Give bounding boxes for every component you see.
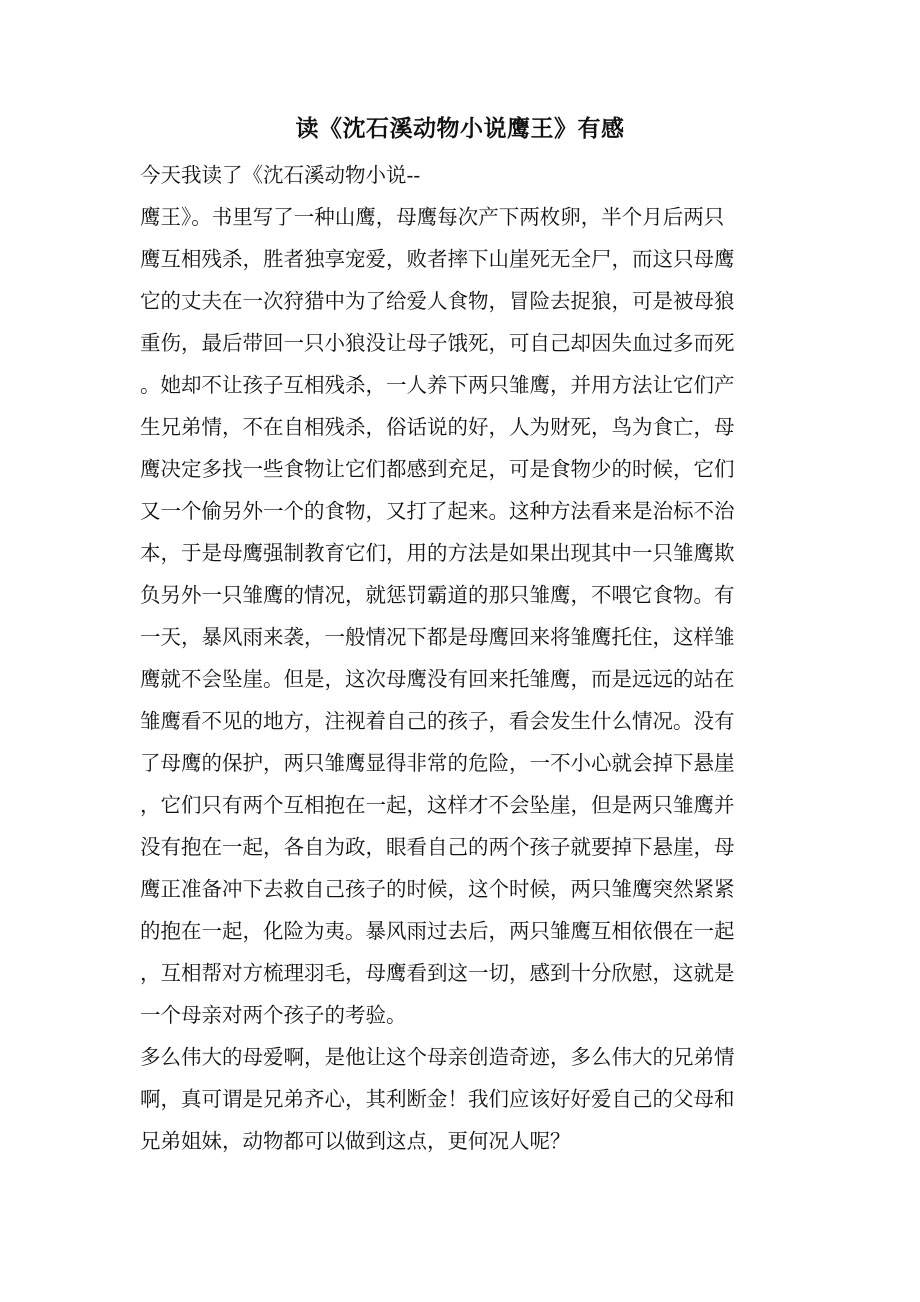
text-line: 雏鹰看不见的地方，注视着自己的孩子，看会发生什么情况。没有 — [140, 709, 735, 733]
text-line: 鹰就不会坠崖。但是，这次母鹰没有回来托雏鹰，而是远远的站在 — [140, 667, 735, 691]
text-line: 重伤，最后带回一只小狼没让母子饿死，可自己却因失血过多而死 — [140, 331, 735, 355]
text-line: 多么伟大的母爱啊，是他让这个母亲创造奇迹，多么伟大的兄弟情 — [140, 1045, 735, 1069]
text-line: 一个母亲对两个孩子的考验。 — [140, 1003, 407, 1027]
text-line: 一天，暴风雨来袭，一般情况下都是母鹰回来将雏鹰托住，这样雏 — [140, 625, 735, 649]
text-line: 本，于是母鹰强制教育它们，用的方法是如果出现其中一只雏鹰欺 — [140, 541, 735, 565]
text-line: 鹰决定多找一些食物让它们都感到充足，可是食物少的时候，它们 — [140, 457, 735, 481]
text-line: 鹰互相残杀，胜者独享宠爱，败者摔下山崖死无全尸，而这只母鹰 — [140, 247, 735, 271]
text-line: ，它们只有两个互相抱在一起，这样才不会坠崖，但是两只雏鹰并 — [140, 793, 735, 817]
text-line: 生兄弟情，不在自相残杀，俗话说的好，人为财死，鸟为食亡，母 — [140, 415, 735, 439]
text-line: 。她却不让孩子互相残杀，一人养下两只雏鹰，并用方法让它们产 — [140, 373, 735, 397]
text-line: 今天我读了《沈石溪动物小说-- — [140, 163, 421, 187]
text-line: 负另外一只雏鹰的情况，就惩罚霸道的那只雏鹰，不喂它食物。有 — [140, 583, 735, 607]
text-line: 它的丈夫在一次狩猎中为了给爱人食物，冒险去捉狼，可是被母狼 — [140, 289, 735, 313]
text-line: 鹰王》。书里写了一种山鹰，母鹰每次产下两枚卵，半个月后两只 — [140, 205, 725, 229]
text-line: 了母鹰的保护，两只雏鹰显得非常的危险，一不小心就会掉下悬崖 — [140, 751, 735, 775]
text-line: 鹰正准备冲下去救自己孩子的时候，这个时候，两只雏鹰突然紧紧 — [140, 877, 735, 901]
text-line: 又一个偷另外一个的食物，又打了起来。这种方法看来是治标不治 — [140, 499, 735, 523]
text-line: 的抱在一起，化险为夷。暴风雨过去后，两只雏鹰互相依偎在一起 — [140, 919, 735, 943]
text-line: 兄弟姐妹，动物都可以做到这点，更何况人呢？ — [140, 1129, 571, 1153]
document-title: 读《沈石溪动物小说鹰王》有感 — [295, 115, 625, 142]
text-line: ，互相帮对方梳理羽毛，母鹰看到这一切，感到十分欣慰，这就是 — [140, 961, 735, 985]
text-line: 啊，真可谓是兄弟齐心，其利断金！我们应该好好爱自己的父母和 — [140, 1087, 735, 1111]
text-line: 没有抱在一起，各自为政，眼看自己的两个孩子就要掉下悬崖，母 — [140, 835, 735, 859]
